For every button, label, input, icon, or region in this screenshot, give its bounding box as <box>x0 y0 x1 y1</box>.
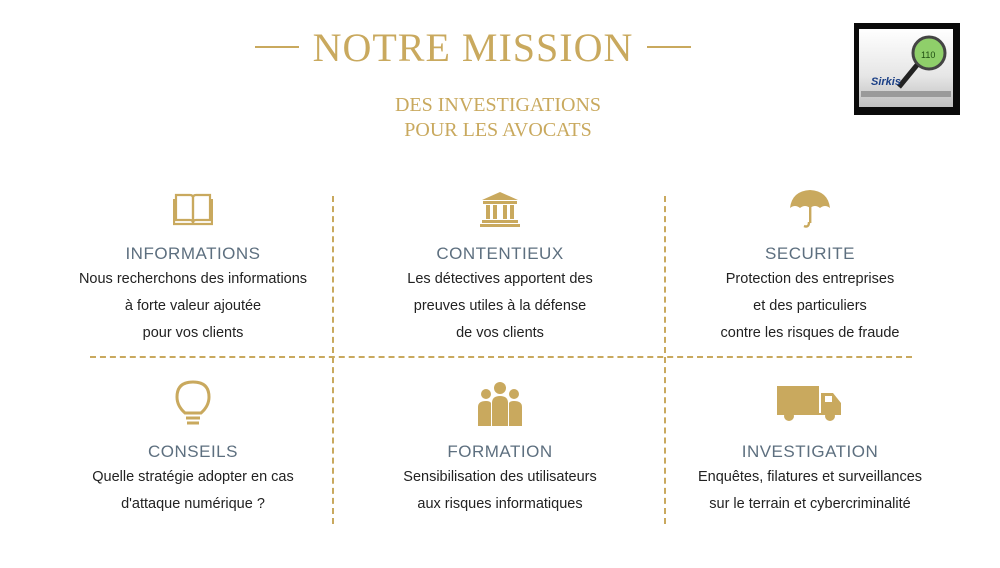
card-text <box>335 464 665 518</box>
card-line: aux risques informatiques <box>417 496 583 512</box>
logo-text: Sirkis <box>871 76 901 88</box>
card-heading: SECURITE <box>765 244 855 263</box>
card-investigation <box>645 378 975 518</box>
divider-horizontal <box>90 356 912 358</box>
card-text <box>645 266 975 347</box>
book-icon <box>28 186 358 232</box>
magnifier-icon <box>859 29 953 107</box>
card-line: d'attaque numérique ? <box>121 496 265 512</box>
card-line: Nous recherchons des informations <box>78 271 308 287</box>
logo-screen <box>859 29 953 107</box>
card-text <box>28 464 358 518</box>
svg-text:110: 110 <box>921 50 936 60</box>
title-row <box>0 22 946 72</box>
title-dash-left <box>255 46 299 48</box>
card-informations <box>28 186 358 347</box>
card-line: contre les risques de fraude <box>720 325 900 341</box>
card-heading: CONTENTIEUX <box>436 244 564 263</box>
card-line: à forte valeur ajoutée <box>124 298 262 314</box>
card-line: Quelle stratégie adopter en cas <box>92 469 294 485</box>
card-line: et des particuliers <box>753 298 867 314</box>
subtitle-line-2: POUR LES AVOCATS <box>404 119 592 141</box>
card-heading: FORMATION <box>447 442 553 461</box>
card-contentieux <box>335 186 665 347</box>
card-text <box>28 266 358 347</box>
card-line: pour vos clients <box>142 325 244 341</box>
page-title: NOTRE MISSION <box>312 24 634 70</box>
card-line: preuves utiles à la défense <box>413 298 587 314</box>
title-dash-right <box>647 46 691 48</box>
card-line: sur le terrain et cybercriminalité <box>709 496 911 512</box>
courthouse-icon <box>335 186 665 232</box>
umbrella-icon <box>645 186 975 232</box>
card-line: de vos clients <box>456 325 544 341</box>
subtitle <box>0 93 996 143</box>
card-heading: CONSEILS <box>148 442 238 461</box>
card-formation <box>335 378 665 518</box>
card-heading: INFORMATIONS <box>125 244 261 263</box>
people-icon <box>335 378 665 430</box>
truck-icon <box>645 378 975 430</box>
card-heading: INVESTIGATION <box>741 442 879 461</box>
card-line: Les détectives apportent des <box>407 271 593 287</box>
card-securite <box>645 186 975 347</box>
card-text <box>645 464 975 518</box>
subtitle-line-1: DES INVESTIGATIONS <box>394 94 602 116</box>
card-conseils <box>28 378 358 518</box>
card-text <box>335 266 665 347</box>
card-line: Enquêtes, filatures et surveillances <box>697 469 923 485</box>
card-line: Protection des entreprises <box>725 271 895 287</box>
lightbulb-icon <box>28 378 358 430</box>
logo <box>854 23 960 115</box>
card-line: Sensibilisation des utilisateurs <box>403 469 597 485</box>
